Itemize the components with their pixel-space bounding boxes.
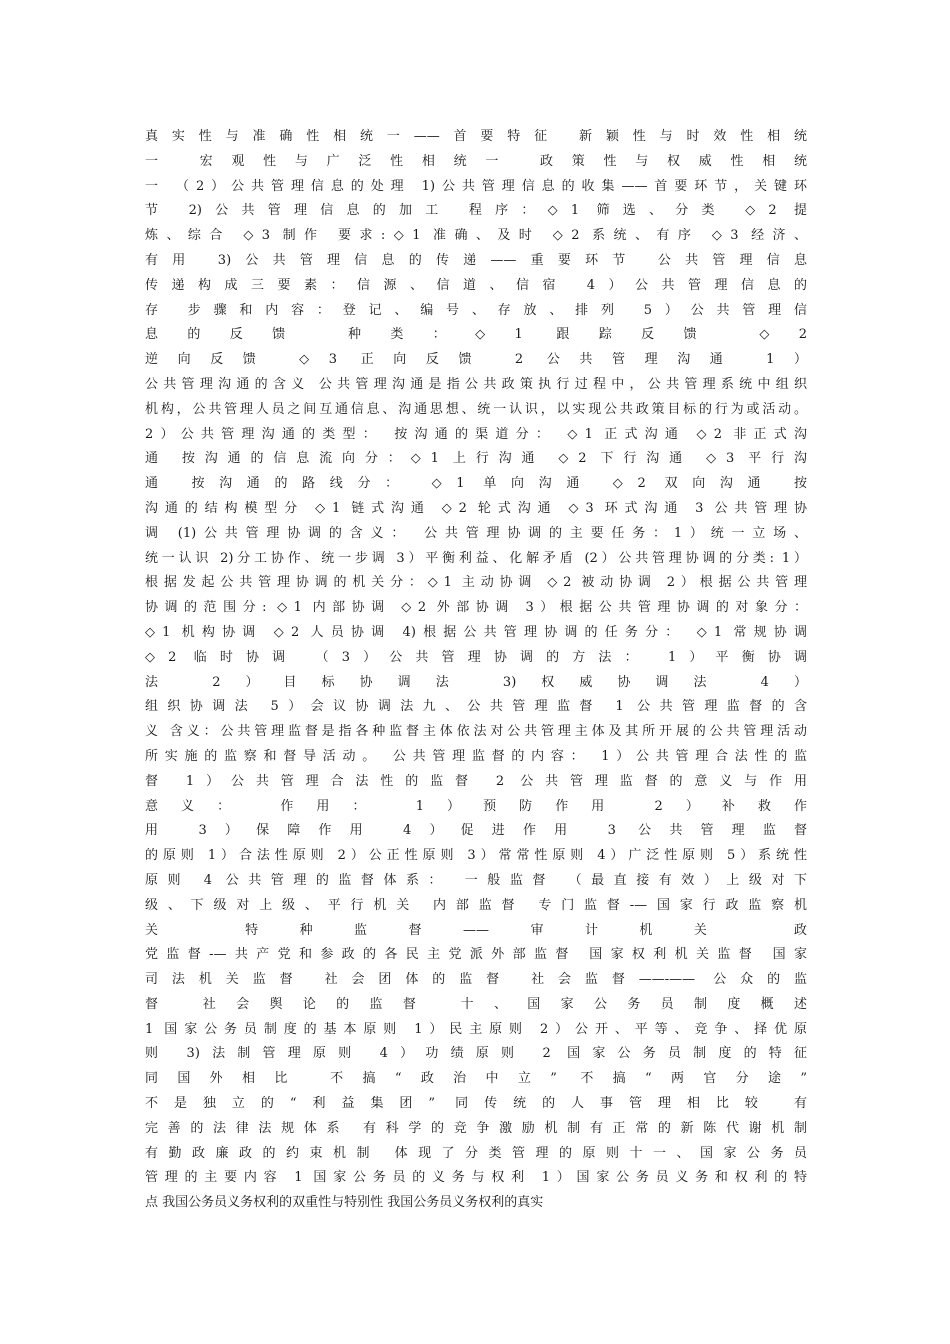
text-line: 沟通的结构模型分 ◇1 链式沟通 ◇2 轮式沟通 ◇3 环式沟通 3 公共管理协 (145, 500, 807, 516)
text-line: 机构，公共管理人员之间互通信息、沟通思想、统一认识，以实现公共政策目标的行为或活动。 (145, 401, 807, 417)
text-line: 督 社会舆论的监督 十、国家公务员制度概述 (145, 996, 807, 1012)
text-line: 管理的主要内容 1 国家公务员的义务与权利 1）国家公务员义务和权利的特 (145, 1170, 807, 1186)
text-line: 根据发起公共管理协调的机关分：◇1 主动协调 ◇2 被动协调 2）根据公共管理 (145, 575, 807, 591)
text-line: 关 特种监督——审计机关 政 (145, 922, 807, 938)
text-line: 协调的范围分: ◇1 内部协调 ◇2 外部协调 3）根据公共管理协调的对象分： (145, 600, 807, 616)
text-line: 则 3)法制管理原则 4）功绩原则 2 国家公务员制度的特征 (145, 1046, 807, 1062)
text-line: 存 步骤和内容：登记、编号、存放、排列 5）公共管理信 (145, 302, 807, 318)
text-line: 党监督-—共产党和参政的各民主党派外部监督 国家权利机关监督 国家 (145, 947, 807, 963)
text-line: 调 (1)公共管理协调的含义： 公共管理协调的主要任务：1）统一立场、 (145, 525, 807, 541)
text-line: 同国外相比 不搞“政治中立” 不搞“两官分途” (145, 1071, 807, 1087)
text-line: ◇1 机构协调 ◇2 人员协调 4)根据公共管理协调的任务分： ◇1 常规协调 (145, 624, 807, 640)
text-line: 意义： 作用： 1）预防作用 2）补救作 (145, 798, 807, 814)
text-line: 通 按沟通的信息流向分：◇1 上行沟通 ◇2 下行沟通 ◇3 平行沟 (145, 451, 807, 467)
text-line: 司法机关监督 社会团体的监督 社会监督——-—— 公众的监 (145, 972, 807, 988)
text-line: 所实施的监察和督导活动。 公共管理监督的内容： 1）公共管理合法性的监 (145, 748, 807, 764)
text-line: 统一认识 2)分工协作、统一步调 3）平衡利益、化解矛盾 (2）公共管理协调的分类: 1） (145, 550, 807, 566)
text-line: 一 宏观性与广泛性相统一 政策性与权威性相统 (145, 153, 807, 169)
text-line: 的原则 1）合法性原则 2）公正性原则 3）常常性原则 4）广泛性原则 5）系统性 (145, 848, 807, 864)
text-line: 炼、综合 ◇3 制作 要求:◇1 准确、及时 ◇2 系统、有序 ◇3 经济、 (145, 228, 807, 244)
text-line: 2）公共管理沟通的类型： 按沟通的渠道分： ◇1 正式沟通 ◇2 非正式沟 (145, 426, 807, 442)
text-line: 节 2)公共管理信息的加工 程序：◇1 筛选、分类 ◇2 提 (145, 203, 807, 219)
text-line: 逆向反馈 ◇3 正向反馈 2 公共管理沟通 1） (145, 352, 807, 368)
text-line: 有用 3)公共管理信息的传递——重要环节 公共管理信息 (145, 252, 807, 268)
text-line: 1 国家公务员制度的基本原则 1）民主原则 2）公开、平等、竞争、择优原 (145, 1021, 807, 1037)
text-line: 点 我国公务员义务权利的双重性与特别性 我国公务员义务权利的真实 (145, 1195, 544, 1211)
text-line: 不是独立的“利益集团” 同传统的人事管理相比较 有 (145, 1096, 807, 1112)
text-line: 真实性与准确性相统一——首要特征 新颖性与时效性相统 (145, 129, 807, 144)
text-line: 组织协调法 5）会议协调法九、公共管理监督 1 公共管理监督的含 (145, 699, 807, 715)
text-line: 法 2）目标协调法 3)权威协调法 4） (145, 674, 807, 690)
text-line: 义 含义：公共管理监督是指各种监督主体依法对公共管理主体及其所开展的公共管理活动 (145, 724, 807, 740)
text-line: 有勤政廉政的约束机制 体现了分类管理的原则十一、国家公务员 (145, 1145, 807, 1161)
body-text (145, 125, 807, 1216)
text-line: 用 3）保障作用 4）促进作用 3 公共管理监督 (145, 823, 807, 839)
text-line: 息的反馈 种类：◇1 跟踪反馈 ◇2 (145, 327, 807, 343)
text-line: 完善的法律法规体系 有科学的竞争激励机制有正常的新陈代谢机制 (145, 1120, 807, 1136)
text-line: 公共管理沟通的含义 公共管理沟通是指公共政策执行过程中，公共管理系统中组织 (145, 376, 807, 392)
text-line: 级、下级对上级、平行机关 内部监督 专门监督-—国家行政监察机 (145, 897, 807, 913)
text-line: ◇2 临时协调 （3）公共管理协调的方法： 1）平衡协调 (145, 649, 807, 665)
text-line: 传递构成三要素：信源、信道、信宿 4）公共管理信息的 (145, 277, 807, 293)
text-line: 督 1）公共管理合法性的监督 2 公共管理监督的意义与作用 (145, 773, 807, 789)
text-line: 通 按沟通的路线分： ◇1 单向沟通 ◇2 双向沟通 按 (145, 476, 807, 492)
text-line: 一 （2）公共管理信息的处理 1)公共管理信息的收集——首要环节，关键环 (145, 178, 807, 194)
text-line: 原则 4 公共管理的监督体系： 一般监督 （最直接有效）上级对下 (145, 872, 807, 888)
